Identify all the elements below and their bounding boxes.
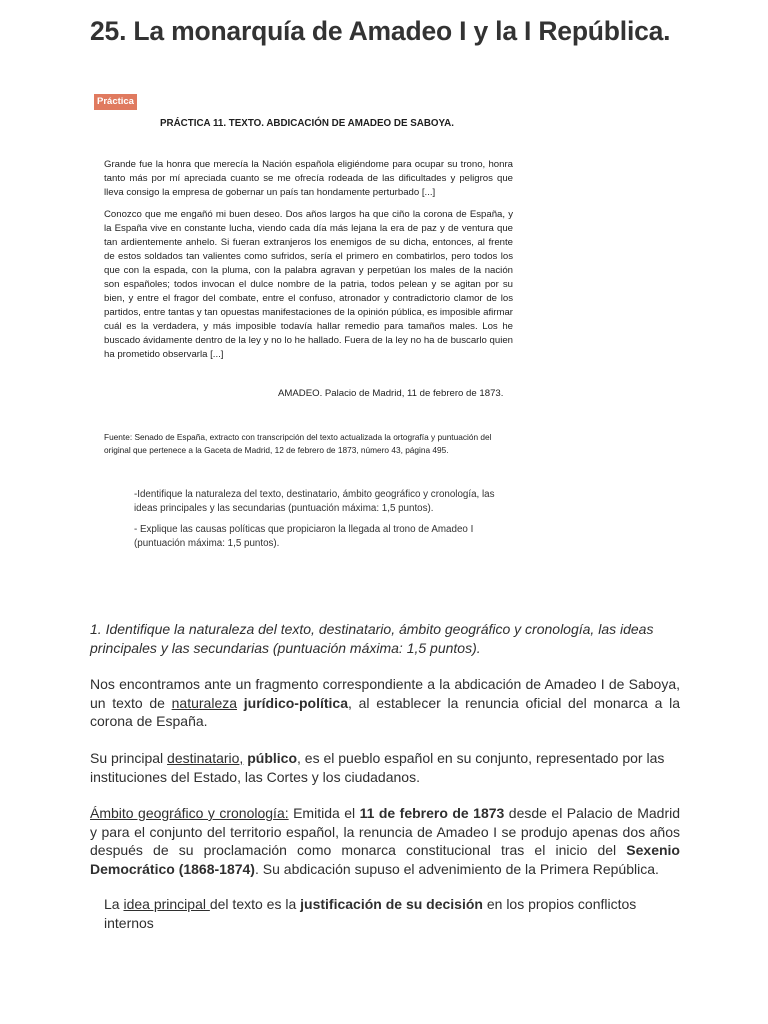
- exercise-question: - Explique las causas políticas que propiciaron la llegada al trono de Amadeo I (puntuación máxima: 1,5 puntos).: [134, 524, 474, 549]
- answer-paragraph-recipient: [90, 749, 680, 786]
- exercise-signature: AMADEO. Palacio de Madrid, 11 de febrero de 1873.: [278, 388, 504, 399]
- text: [237, 695, 244, 711]
- exercise-question: -Identifique la naturaleza del texto, destinatario, ámbito geográfico y cronología, las ideas principales y las secundarias (puntuación máxima: 1,5 puntos).: [134, 489, 495, 514]
- bold-term: jurídico-política: [243, 694, 348, 711]
- text: Emitida el: [288, 805, 360, 821]
- underlined-term: destinatario,: [167, 750, 244, 766]
- exercise-source: Fuente: Senado de España, extracto con transcripción del texto actualizada la ortografía y puntuación del original que pertenece a la Gaceta de Madrid, 12 de febrero de 1873, número 43, página 495.: [104, 432, 492, 455]
- practice-badge: Práctica: [94, 94, 137, 110]
- text: La: [104, 896, 124, 912]
- answer-paragraph-main-idea: [104, 895, 680, 932]
- bold-term: 11 de febrero de 1873: [359, 805, 505, 821]
- text: en los propios conflictos internos: [104, 896, 637, 931]
- bold-term: justificación de su decisión: [300, 896, 483, 912]
- exercise-paragraph: Grande fue la honra que merecía la Nación española eligiéndome para ocupar su trono, honra tanto más por mí apreciada cuanto se me ofrecía rodeada de las dificultades y peligros que lleva consigo la empresa de gobernar un país tan hondamente perturbado [...]: [104, 159, 513, 198]
- text: desde el Palacio de Madrid y para el conjunto del territorio español, la renuncia de Amadeo I se produjo apenas dos años después de su proclamación como monarca constitucional tras el inicio del: [90, 805, 681, 858]
- text: Nos encontramos ante un fragmento correspondiente a la abdicación de Amadeo I de Saboya, un texto de: [90, 676, 680, 711]
- text: Su principal: [90, 750, 168, 766]
- bold-term: público: [247, 750, 297, 766]
- exercise-title: PRÁCTICA 11. TEXTO. ABDICACIÓN DE AMADEO DE SABOYA.: [160, 118, 454, 129]
- page-title: 25. La monarquía de Amadeo I y la I República.: [90, 16, 671, 46]
- text: , es el pueblo español en su conjunto, representado por las instituciones del Estado, las Cortes y los ciudadanos.: [90, 750, 665, 785]
- answer-paragraph-scope: [90, 804, 680, 878]
- underlined-term: naturaleza: [171, 694, 238, 711]
- question-heading-text: 1. Identifique la naturaleza del texto, destinatario, ámbito geográfico y cronología, las ideas principales y las secundarias (puntuación máxima: 1,5 puntos).: [90, 621, 654, 656]
- exercise-paragraph: Conozco que me engañó mi buen deseo. Dos años largos ha que ciño la corona de España, y la España vive en constante lucha, viendo cada día más lejana la era de paz y de ventura que tan ardientemente anhelo. Si fueran extranjeros los enemigos de su dicha, entonces, al frente de estos soldados tan valientes como sufridos, sería el primero en combatirlos, pero todos los que con la espada, con la pluma, con la palabra agravan y perpetúan los males de la nación son españoles; todos invocan el dulce nombre de la patria, todos pelean y se agitan por su bien, y entre el fragor del combate, entre el confuso, atronador y contradictorio clamor de los partidos, entre tantas y tan opuestas manifestaciones de la opinión pública, es imposible afirmar cuál es la verdadera, y más imposible todavía hallar remedio para tamaños males. Los he buscado ávidamente dentro de la ley y no lo he hallado. Fuera de la ley no ha de buscarlo quien ha prometido observarla [...]: [104, 209, 513, 360]
- text: , al establecer la renuncia oficial del monarca a la corona de España.: [90, 694, 680, 729]
- underlined-term: idea principal: [123, 896, 210, 912]
- text: . Su abdicación supuso el advenimiento de la Primera República.: [254, 860, 659, 877]
- underlined-term: Ámbito geográfico y cronología:: [90, 805, 289, 821]
- answer-paragraph-nature: [90, 675, 680, 731]
- question-heading: [90, 620, 680, 657]
- bold-term: Sexenio Democrático (1868-1874): [90, 842, 680, 877]
- text: del texto es la: [209, 896, 301, 912]
